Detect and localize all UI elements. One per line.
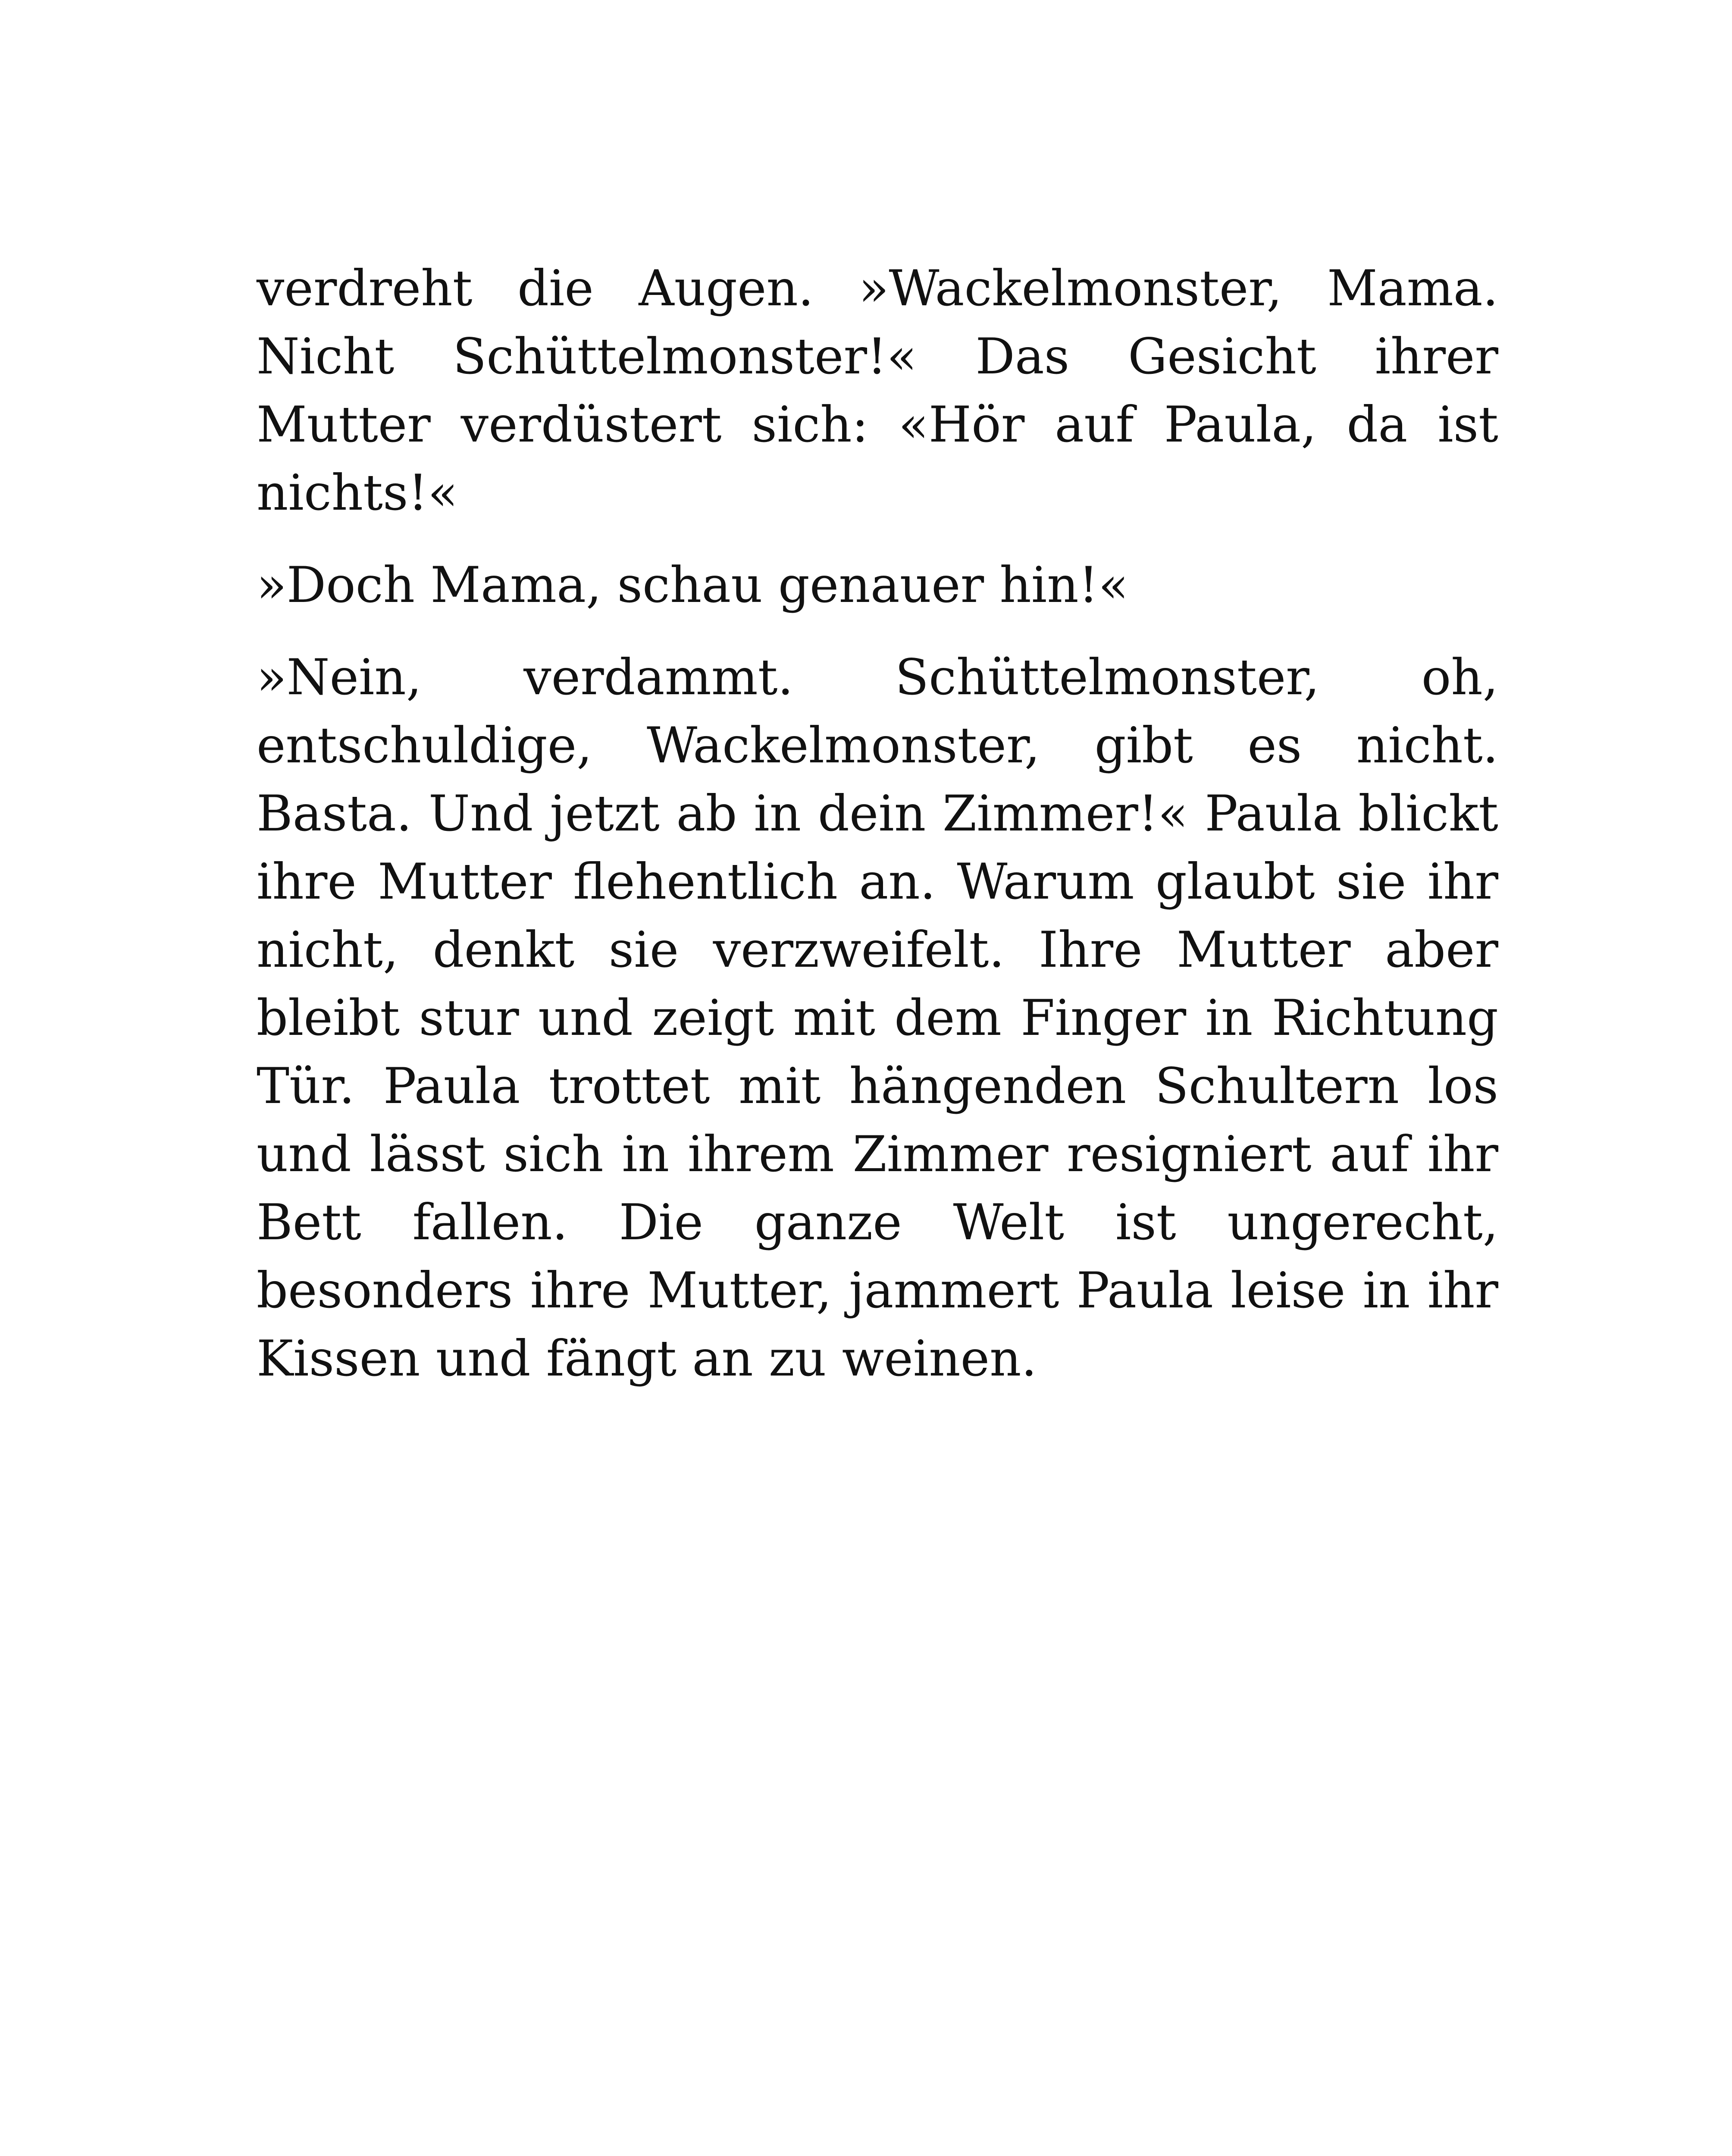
paragraph-3: »Nein, verdammt. Schüttelmonster, oh, entschuldige, Wackelmonster, gibt es nicht. Basta. Und jetzt ab in dein Zimmer!« Paula blickt ihre Mutter flehentlich an. Warum glaubt sie ihr nicht, denkt sie verzweifelt. Ihre Mutter aber bleibt stur und zeigt mit dem Finger in Richtung Tür. Paula trottet mit hängenden Schultern los und lässt sich in ihrem Zimmer resigniert auf ihr Bett fallen. Die ganze Welt ist ungerecht, besonders ihre Mutter, jammert Paula leise in ihr Kissen und fängt an zu weinen.: [257, 649, 1498, 1387]
body-text: [257, 254, 1498, 1417]
paragraph-1: verdreht die Augen. »Wackelmonster, Mama. Nicht Schüttelmonster!« Das Gesicht ihrer Mutter verdüstert sich: «Hör auf Paula, da ist nichts!«: [257, 260, 1498, 521]
paragraph-2: »Doch Mama, schau genauer hin!«: [257, 556, 1129, 614]
